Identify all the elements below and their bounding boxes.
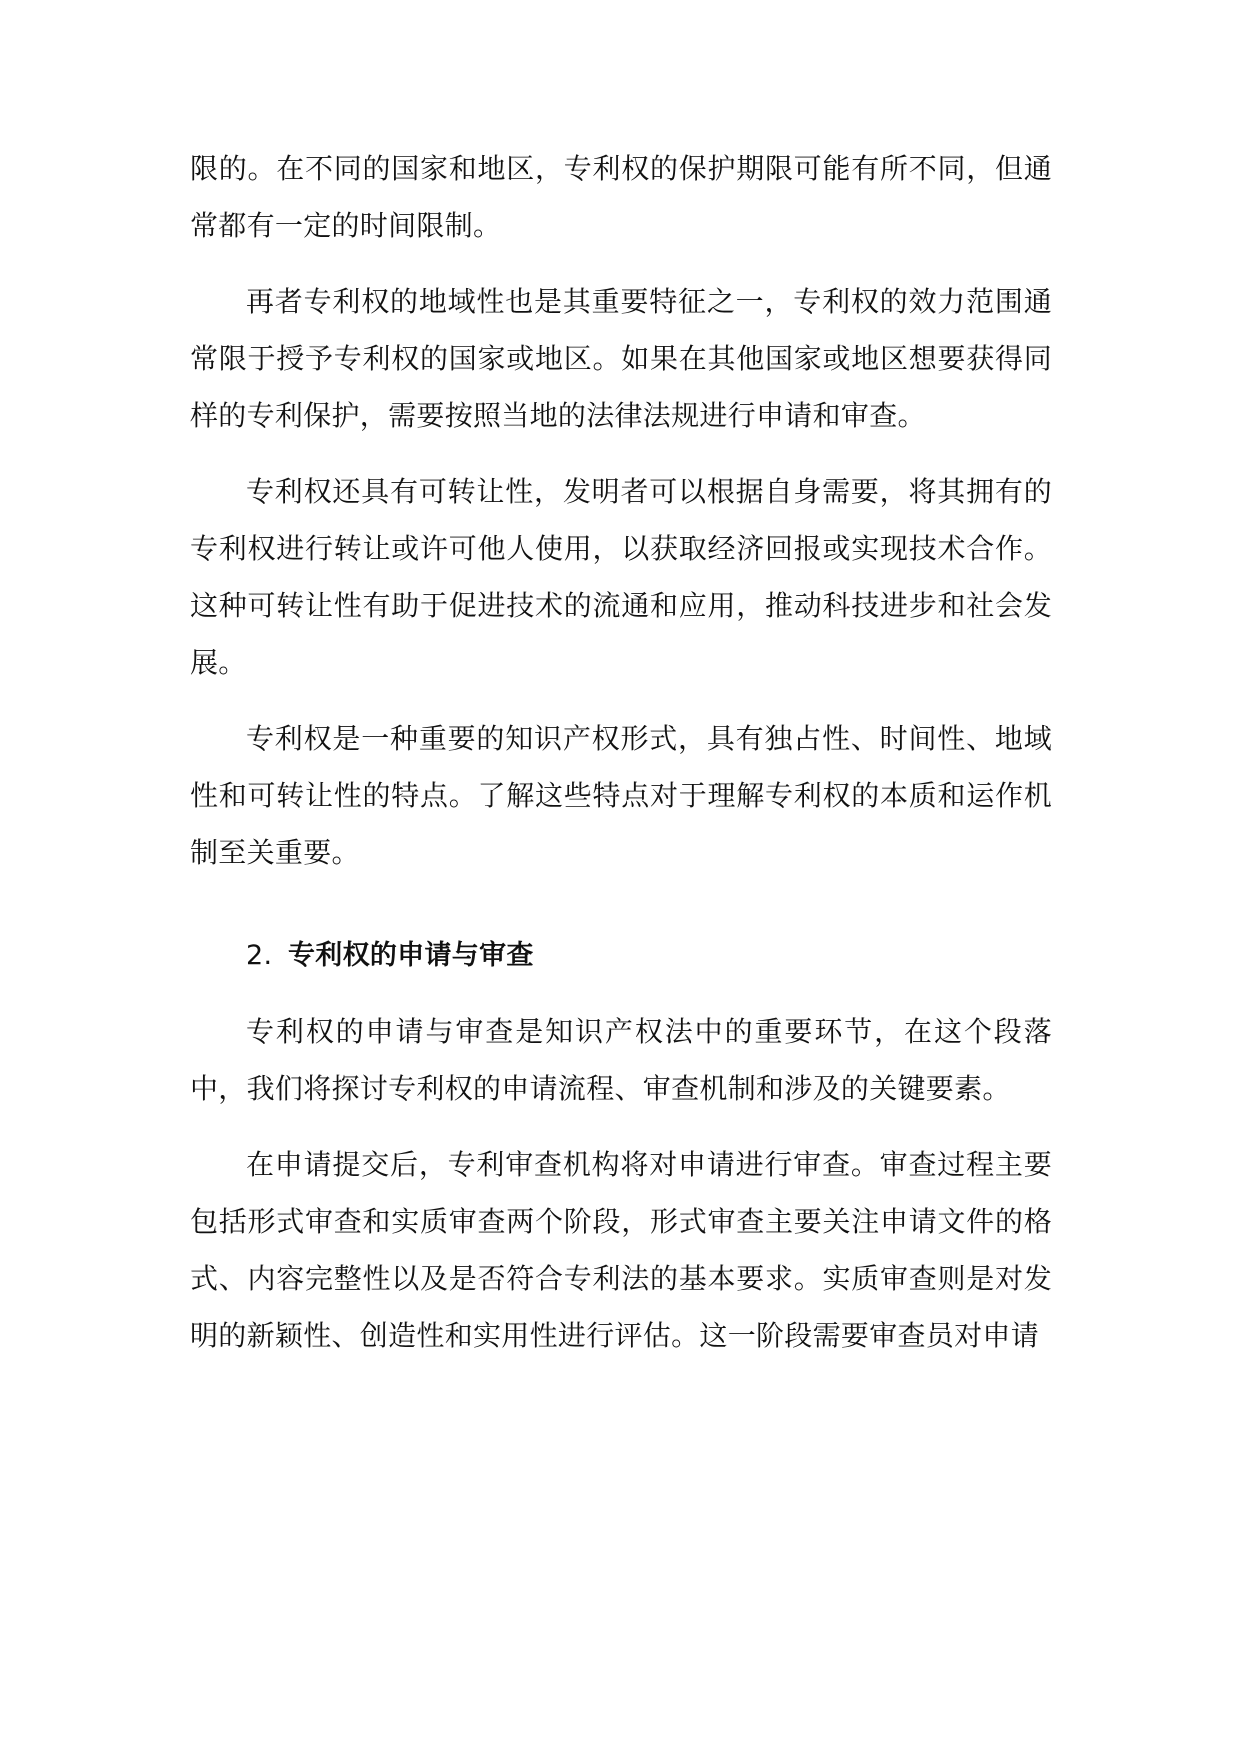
paragraph-continuation: 限的。在不同的国家和地区，专利权的保护期限可能有所不同，但通常都有一定的时间限制。 [190,152,1052,242]
paragraph-transferability: 专利权还具有可转让性，发明者可以根据自身需要，将其拥有的专利权进行转让或许可他人使用，以获取经济回报或实现技术合作。这种可转让性有助于促进技术的流通和应用，推动科技进步和社会发展。 [190,475,1052,679]
section-title: 专利权的申请与审查 [288,940,534,971]
document-body [190,140,1052,1364]
paragraph-territoriality: 再者专利权的地域性也是其重要特征之一，专利权的效力范围通常限于授予专利权的国家或地区。如果在其他国家或地区想要获得同样的专利保护，需要按照当地的法律法规进行申请和审查。 [190,285,1052,432]
paragraph-examination: 在申请提交后，专利审查机构将对申请进行审查。审查过程主要包括形式审查和实质审查两个阶段，形式审查主要关注申请文件的格式、内容完整性以及是否符合专利法的基本要求。实质审查则是对发明的新颖性、创造性和实用性进行评估。这一阶段需要审查员对申请 [190,1148,1052,1352]
paragraph-summary: 专利权是一种重要的知识产权形式，具有独占性、时间性、地域性和可转让性的特点。了解这些特点对于理解专利权的本质和运作机制至关重要。 [190,722,1052,869]
paragraph-application-intro: 专利权的申请与审查是知识产权法中的重要环节，在这个段落中，我们将探讨专利权的申请流程、审查机制和涉及的关键要素。 [190,1015,1052,1105]
section-number: 2. [246,940,273,971]
section-heading [190,927,1052,984]
